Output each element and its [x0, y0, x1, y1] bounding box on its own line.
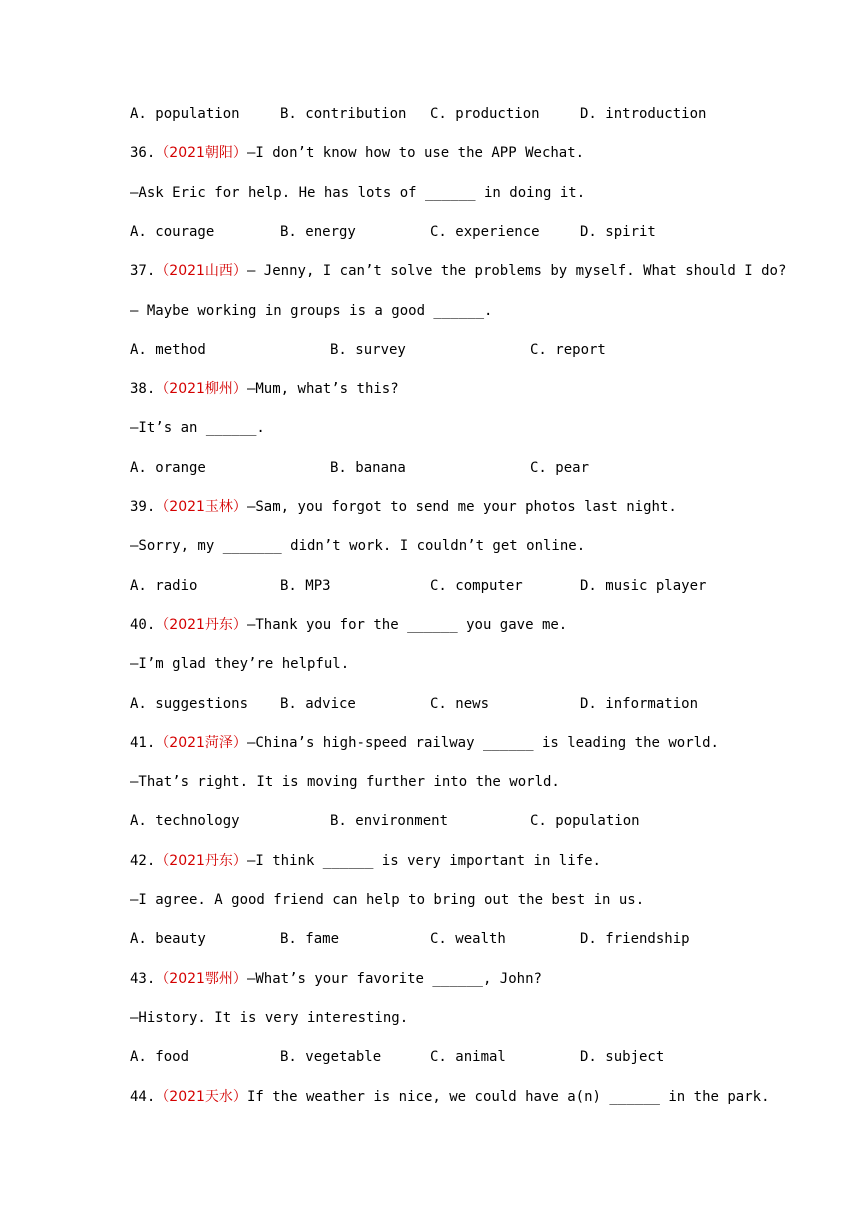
answer-option: B. fame	[280, 931, 340, 947]
question-text: —I don’t know how to use the APP Wechat.	[246, 145, 585, 161]
answer-option: D. information	[580, 696, 699, 712]
answer-option: A. radio	[130, 578, 198, 594]
question-text: —What’s your favorite ______, John?	[246, 971, 542, 987]
answer-option: C. wealth	[430, 931, 506, 947]
question-source: （2021玉林）	[155, 499, 247, 515]
question-source: （2021菏泽）	[155, 735, 247, 751]
question-source: （2021丹东）	[155, 853, 247, 869]
question-number: 41.	[130, 735, 156, 751]
question-line	[130, 614, 567, 636]
answer-option: B. banana	[330, 460, 406, 476]
question-line	[130, 732, 719, 754]
question-line	[130, 378, 399, 400]
question-source: （2021朝阳）	[155, 145, 247, 161]
answer-option: A. beauty	[130, 931, 206, 947]
question-line	[130, 850, 601, 872]
answer-option: C. report	[530, 342, 606, 358]
question-text: —Sam, you forgot to send me your photos last night.	[246, 499, 677, 515]
question-number: 40.	[130, 617, 156, 633]
answer-option: D. friendship	[580, 931, 690, 947]
question-line	[130, 968, 542, 990]
answer-option: A. courage	[130, 224, 215, 240]
question-source: （2021山西）	[155, 263, 247, 279]
question-line	[130, 496, 677, 518]
dialogue-line: —I’m glad they’re helpful.	[130, 656, 350, 672]
dialogue-line: —History. It is very interesting.	[130, 1010, 409, 1026]
question-number: 37.	[130, 263, 156, 279]
question-text: If the weather is nice, we could have a(n) ______ in the park.	[246, 1089, 770, 1105]
dialogue-line: — Maybe working in groups is a good ______.	[130, 303, 493, 319]
answer-option: A. food	[130, 1049, 190, 1065]
answer-option: B. energy	[280, 224, 356, 240]
answer-option: B. contribution	[280, 106, 407, 122]
dialogue-line: —It’s an ______.	[130, 420, 265, 436]
dialogue-line: —Ask Eric for help. He has lots of ______ in doing it.	[130, 185, 586, 201]
question-source: （2021柳州）	[155, 381, 247, 397]
answer-option: D. introduction	[580, 106, 707, 122]
dialogue-line: —I agree. A good friend can help to bring out the best in us.	[130, 892, 645, 908]
dialogue-line: —That’s right. It is moving further into the world.	[130, 774, 560, 790]
answer-option: C. news	[430, 696, 490, 712]
answer-option: C. population	[530, 813, 640, 829]
question-number: 38.	[130, 381, 156, 397]
answer-option: A. suggestions	[130, 696, 249, 712]
question-text: — Jenny, I can’t solve the problems by myself. What should I do?	[246, 263, 787, 279]
answer-option: D. subject	[580, 1049, 665, 1065]
answer-option: D. music player	[580, 578, 707, 594]
answer-option: B. survey	[330, 342, 406, 358]
question-source: （2021丹东）	[155, 617, 247, 633]
answer-option: A. orange	[130, 460, 206, 476]
question-line	[130, 142, 584, 164]
question-number: 43.	[130, 971, 156, 987]
question-text: —I think ______ is very important in life.	[246, 853, 601, 869]
question-text: —Thank you for the ______ you gave me.	[246, 617, 568, 633]
question-source: （2021鄂州）	[155, 971, 247, 987]
question-number: 44.	[130, 1089, 156, 1105]
answer-option: D. spirit	[580, 224, 656, 240]
answer-option: C. pear	[530, 460, 590, 476]
answer-option: C. computer	[430, 578, 523, 594]
question-number: 36.	[130, 145, 156, 161]
answer-option: C. animal	[430, 1049, 506, 1065]
question-line	[130, 1086, 770, 1108]
question-line	[130, 260, 786, 282]
answer-option: B. advice	[280, 696, 356, 712]
answer-option: A. technology	[130, 813, 240, 829]
answer-option: A. population	[130, 106, 240, 122]
question-text: —China’s high-speed railway ______ is leading the world.	[246, 735, 719, 751]
answer-option: C. production	[430, 106, 540, 122]
answer-option: B. environment	[330, 813, 449, 829]
dialogue-line: —Sorry, my _______ didn’t work. I couldn’t get online.	[130, 538, 586, 554]
question-number: 39.	[130, 499, 156, 515]
question-source: （2021天水）	[155, 1089, 247, 1105]
answer-option: B. MP3	[280, 578, 331, 594]
answer-option: C. experience	[430, 224, 540, 240]
question-number: 42.	[130, 853, 156, 869]
answer-option: A. method	[130, 342, 206, 358]
answer-option: B. vegetable	[280, 1049, 382, 1065]
question-text: —Mum, what’s this?	[246, 381, 399, 397]
